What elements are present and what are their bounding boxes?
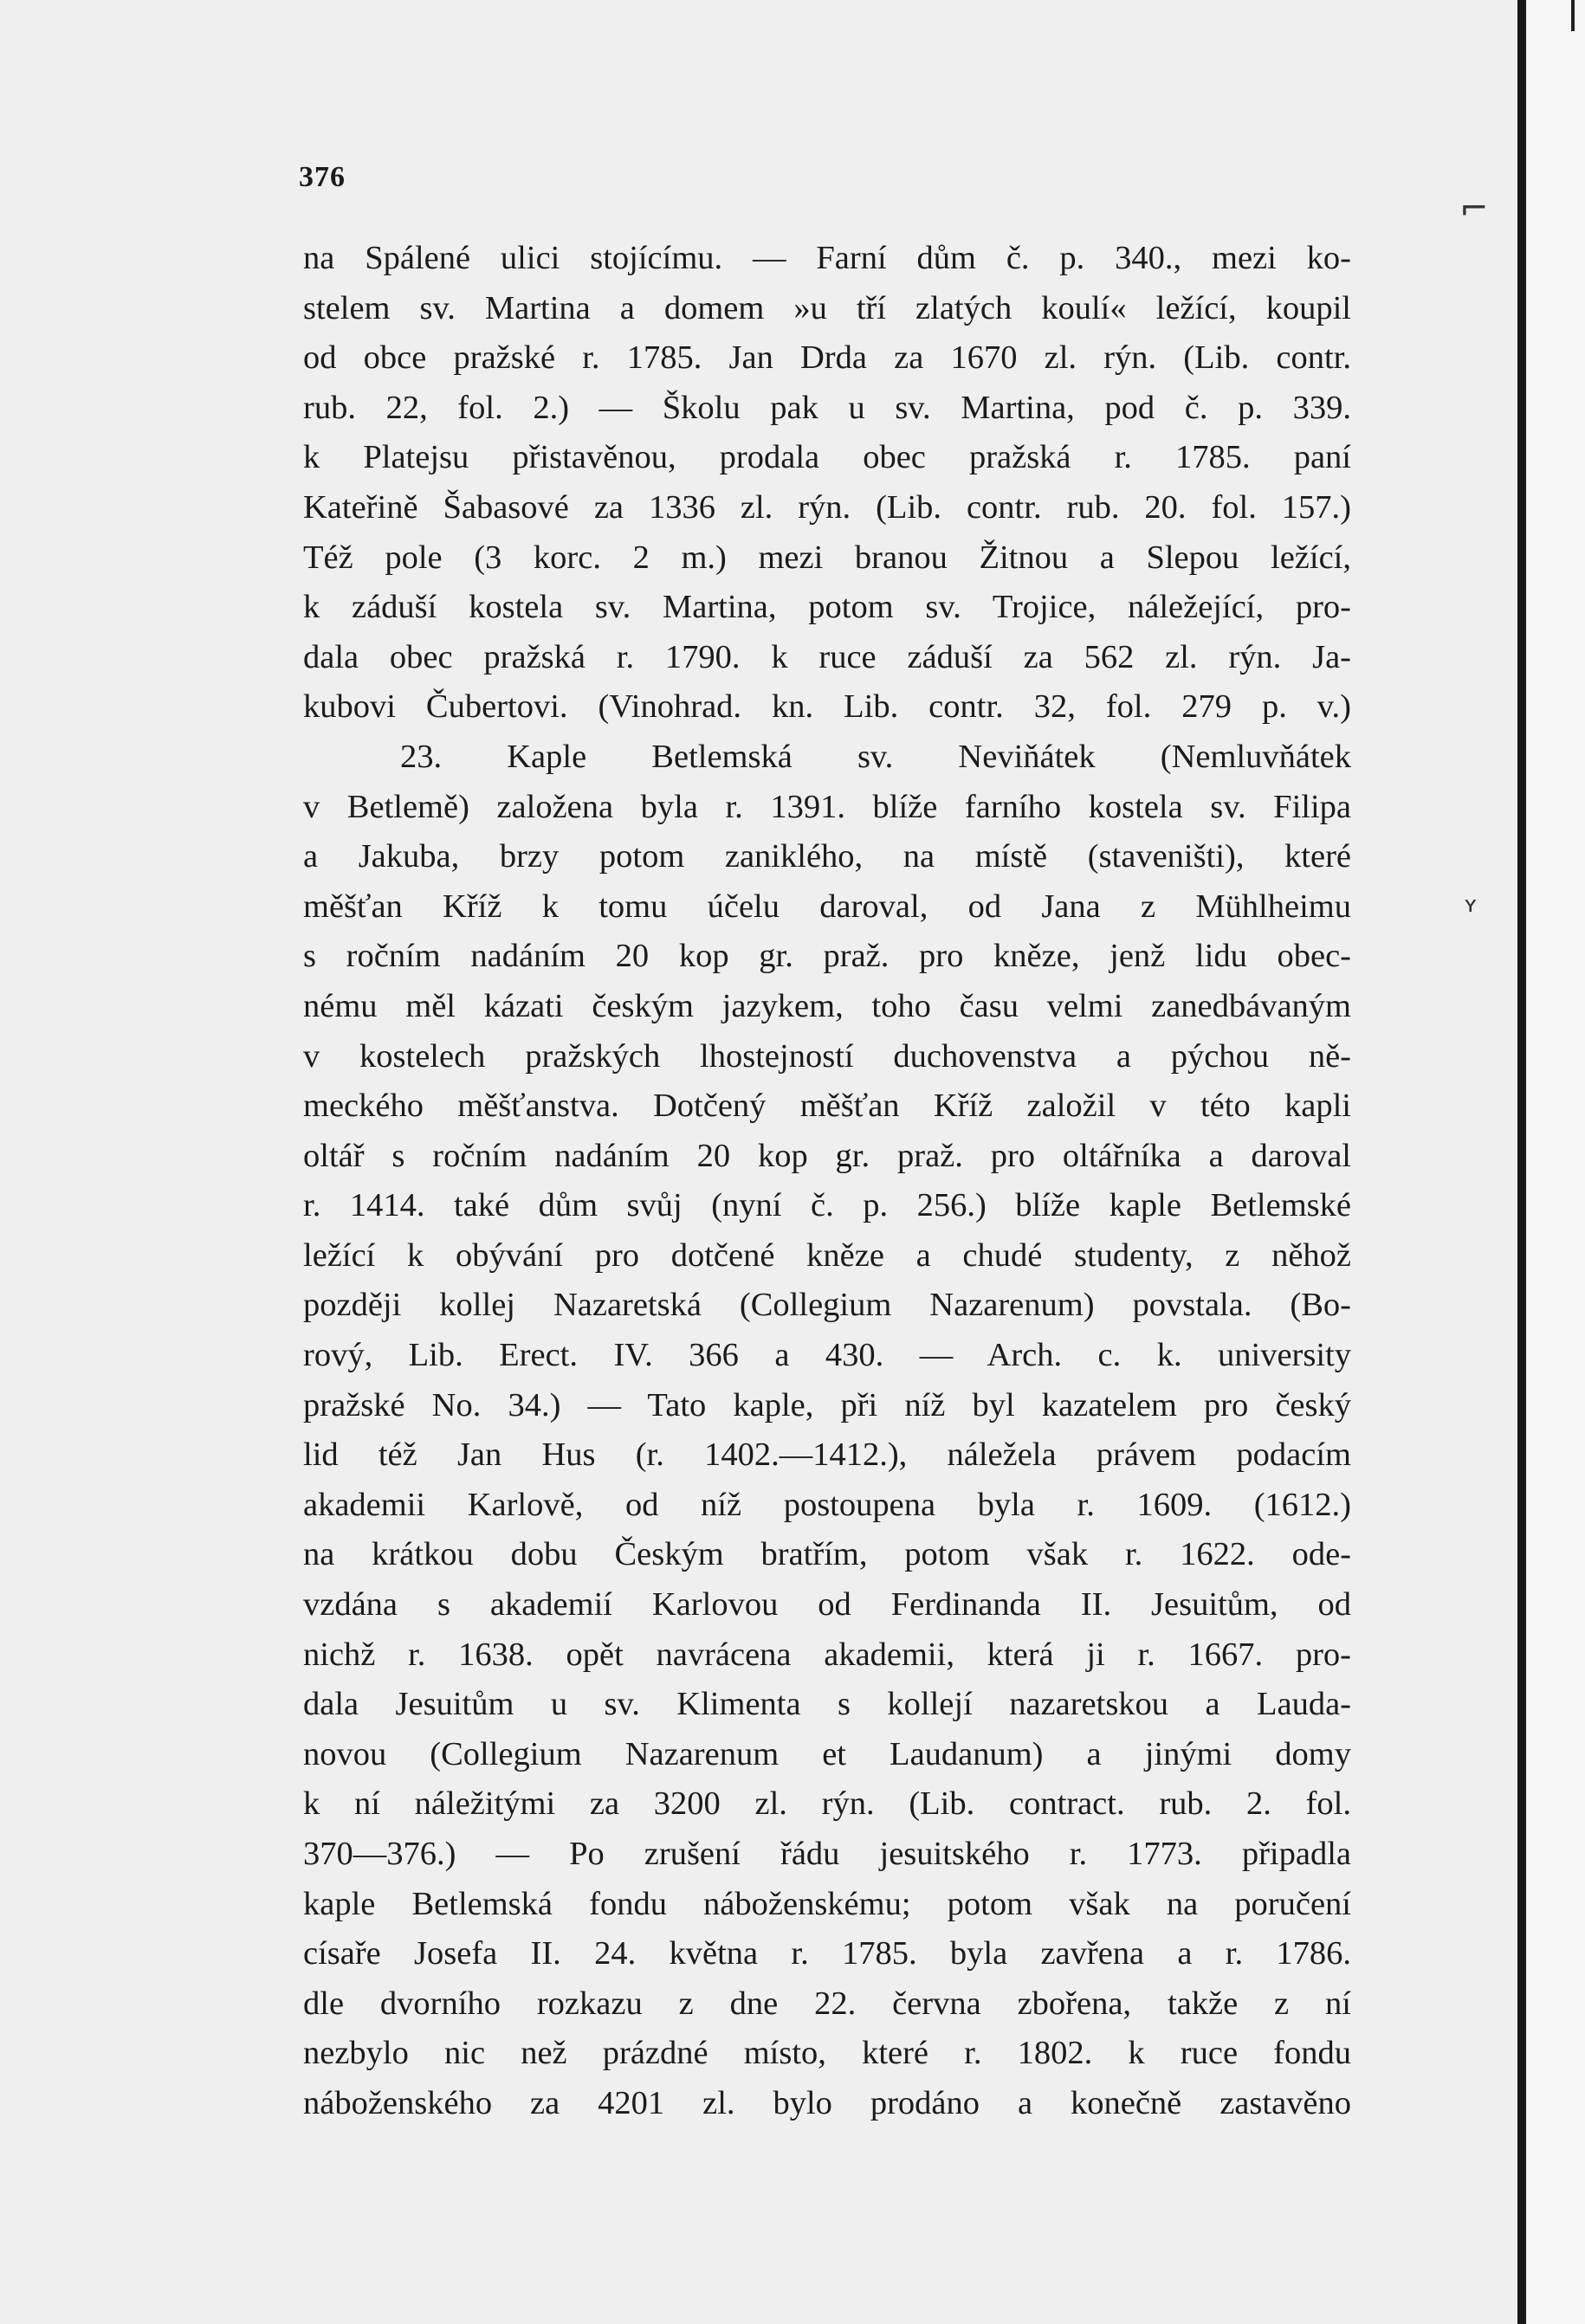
text-line: oltář s ročním nadáním 20 kop gr. praž. pro oltářníka a daroval xyxy=(303,1137,1351,1174)
text-line: pražské No. 34.) — Tato kaple, při níž byl kazatelem pro český xyxy=(303,1386,1351,1423)
text-line: rový, Lib. Erect. IV. 366 a 430. — Arch. c. k. university xyxy=(303,1337,1351,1374)
text-line: měšťan Kříž k tomu účelu daroval, od Jana z Mühlheimu xyxy=(303,888,1351,925)
text-line: k záduší kostela sv. Martina, potom sv. Trojice, náležející, pro- xyxy=(303,589,1351,626)
scan-margin xyxy=(1526,0,1585,2324)
scan-border xyxy=(1517,0,1526,2324)
text-line: nému měl kázati českým jazykem, toho času velmi zanedbávaným xyxy=(303,987,1351,1024)
text-line: r. 1414. také dům svůj (nyní č. p. 256.) blíže kaple Betlemské xyxy=(303,1187,1351,1224)
text-body xyxy=(303,234,1351,2129)
text-line: Též pole (3 korc. 2 m.) mezi branou Žitnou a Slepou ležící, xyxy=(303,539,1351,576)
scan-speck: ⌐ xyxy=(1459,189,1489,229)
scan-corner-mark xyxy=(1571,0,1575,31)
text-line: lid též Jan Hus (r. 1402.—1412.), náležela právem podacím xyxy=(303,1436,1351,1474)
text-line: novou (Collegium Nazarenum et Laudanum) a jinými domy xyxy=(303,1735,1351,1772)
text-line: později kollej Nazaretská (Collegium Nazarenum) povstala. (Bo- xyxy=(303,1287,1351,1324)
text-line: nezbylo nic než prázdné místo, které r. 1802. k ruce fondu xyxy=(303,2035,1351,2072)
page-number: 376 xyxy=(299,161,346,193)
text-line: od obce pražské r. 1785. Jan Drda za 1670 zl. rýn. (Lib. contr. xyxy=(303,339,1351,377)
text-line: na Spálené ulici stojícímu. — Farní dům č. p. 340., mezi ko- xyxy=(303,240,1351,276)
text-line: meckého měšťanstva. Dotčený měšťan Kříž založil v této kapli xyxy=(303,1088,1351,1125)
text-line: na krátkou dobu Českým bratřím, potom však r. 1622. ode- xyxy=(303,1536,1351,1573)
text-line: císaře Josefa II. 24. května r. 1785. byla zavřena a r. 1786. xyxy=(303,1935,1351,1972)
text-line: k ní náležitými za 3200 zl. rýn. (Lib. contract. rub. 2. fol. xyxy=(303,1785,1351,1823)
text-line: v kostelech pražských lhostejností duchovenstva a pýchou ně- xyxy=(303,1037,1351,1075)
text-line: k Platejsu přistavěnou, prodala obec pražská r. 1785. paní xyxy=(303,439,1351,476)
scan-speck: ʏ xyxy=(1464,892,1478,918)
text-line: a Jakuba, brzy potom zaniklého, na místě (staveništi), které xyxy=(303,838,1351,875)
text-line: dala obec pražská r. 1790. k ruce záduší za 562 zl. rýn. Ja- xyxy=(303,638,1351,675)
text-line: vzdána s akademií Karlovou od Ferdinanda II. Jesuitům, od xyxy=(303,1586,1351,1624)
section-heading-line: 23. Kaple Betlemská sv. Neviňátek (Nemluvňátek xyxy=(400,738,1351,775)
text-line: náboženského za 4201 zl. bylo prodáno a konečně zastavěno xyxy=(303,2084,1351,2121)
text-line: akademii Karlově, od níž postoupena byla r. 1609. (1612.) xyxy=(303,1486,1351,1523)
text-line: Kateřině Šabasové za 1336 zl. rýn. (Lib. contr. rub. 20. fol. 157.) xyxy=(303,488,1351,526)
text-line: dala Jesuitům u sv. Klimenta s kollejí nazaretskou a Lauda- xyxy=(303,1686,1351,1723)
text-line: 370—376.) — Po zrušení řádu jesuitského r. 1773. připadla xyxy=(303,1836,1351,1872)
text-line: nichž r. 1638. opět navrácena akademii, která ji r. 1667. pro- xyxy=(303,1636,1351,1673)
text-line: dle dvorního rozkazu z dne 22. června zbořena, takže z ní xyxy=(303,1985,1351,2022)
text-line: stelem sv. Martina a domem »u tří zlatých koulí« ležící, koupil xyxy=(303,289,1351,326)
text-line: kaple Betlemská fondu náboženskému; potom však na poručení xyxy=(303,1885,1351,1922)
text-line: v Betlemě) založena byla r. 1391. blíže farního kostela sv. Filipa xyxy=(303,788,1351,825)
text-line: kubovi Čubertovi. (Vinohrad. kn. Lib. contr. 32, fol. 279 p. v.) xyxy=(303,688,1351,726)
text-line: s ročním nadáním 20 kop gr. praž. pro kněze, jenž lidu obec- xyxy=(303,938,1351,975)
text-line: rub. 22, fol. 2.) — Školu pak u sv. Martina, pod č. p. 339. xyxy=(303,389,1351,426)
text-line: ležící k obývání pro dotčené kněze a chudé studenty, z něhož xyxy=(303,1236,1351,1274)
